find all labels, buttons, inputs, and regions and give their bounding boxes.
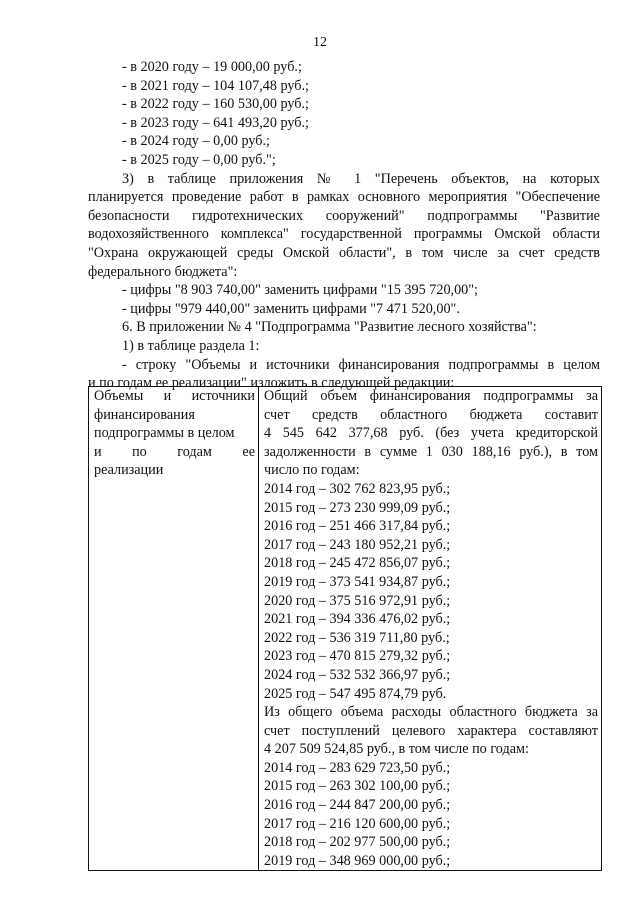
intro-line: - в 2023 году – 641 493,20 руб.; <box>122 114 309 131</box>
year-line: 2016 год – 244 847 200,00 руб.; <box>264 797 451 814</box>
year-line: 2016 год – 251 466 317,84 руб.; <box>264 518 451 535</box>
intro-line: - в 2022 году – 160 530,00 руб.; <box>122 96 309 113</box>
year-line: 2019 год – 348 969 000,00 руб.; <box>264 852 451 869</box>
row-instruction-line: - строку "Объемы и источники финансирования подпрограммы в целом <box>122 356 600 373</box>
table-cell-label <box>89 387 259 871</box>
year-line: 2015 год – 263 302 100,00 руб.; <box>264 778 451 795</box>
label-line: реализации <box>94 462 164 479</box>
intro-line: - в 2025 году – 0,00 руб."; <box>122 151 276 168</box>
intro-line: - в 2021 году – 104 107,48 руб.; <box>122 77 309 94</box>
year-line: 2015 год – 273 230 999,09 руб.; <box>264 499 451 516</box>
year-line: 2024 год – 532 532 366,97 руб.; <box>264 666 451 683</box>
label-line: финансирования <box>94 406 195 423</box>
table-cell-content <box>259 387 602 871</box>
page-number: 12 <box>313 35 327 50</box>
content-line: Из общего объема расходы областного бюджета за <box>264 704 598 721</box>
year-line: 2021 год – 394 336 476,02 руб.; <box>264 611 451 628</box>
replacement-line: - цифры "979 440,00" заменить цифрами "7 471 520,00". <box>122 300 460 317</box>
content-line: счет средств областного бюджета составит <box>264 406 598 423</box>
replacement-line: - цифры "8 903 740,00" заменить цифрами "15 395 720,00"; <box>122 282 479 299</box>
year-line: 2018 год – 202 977 500,00 руб.; <box>264 834 451 851</box>
paragraph-3-line: безопасности гидротехнических сооружений" подпрограммы "Развитие <box>88 207 600 224</box>
year-line: 2014 год – 283 629 723,50 руб.; <box>264 759 451 776</box>
year-line: 2017 год – 216 120 600,00 руб.; <box>264 815 451 832</box>
paragraph-3-line: планируется проведение работ в рамках основного мероприятия "Обеспечение <box>88 189 600 206</box>
content-line: Общий объем финансирования подпрограммы за <box>264 388 598 404</box>
year-line: 2022 год – 536 319 711,80 руб.; <box>264 629 450 646</box>
year-line: 2025 год – 547 495 874,79 руб. <box>264 685 447 702</box>
paragraph-3-line: федерального бюджета": <box>88 263 238 280</box>
content-line: счет поступлений целевого характера составляют <box>264 722 598 739</box>
intro-line: - в 2020 году – 19 000,00 руб.; <box>122 59 302 75</box>
paragraph-3-line: "Охрана окружающей среды Омской области", в том числе за счет средств <box>88 244 600 261</box>
year-line: 2017 год – 243 180 952,21 руб.; <box>264 536 451 553</box>
table-row <box>89 387 602 871</box>
intro-line: - в 2024 году – 0,00 руб.; <box>122 133 270 150</box>
label-line: Объемы и источники <box>94 388 255 404</box>
subparagraph-1: 1) в таблице раздела 1: <box>122 337 260 354</box>
paragraph-6: 6. В приложении № 4 "Подпрограмма "Развитие лесного хозяйства": <box>122 319 537 336</box>
paragraph-3-line: 3) в таблице приложения № 1 "Перечень объектов, на которых <box>122 170 600 187</box>
label-line: и по годам ее <box>94 443 255 460</box>
paragraph-3-line: водохозяйственного комплекса" государственной программы Омской области <box>88 226 600 243</box>
content-line: число по годам: <box>264 462 360 479</box>
label-line: подпрограммы в целом <box>94 425 235 442</box>
row-instruction-line: и по годам ее реализации" изложить в следующей редакции: <box>88 375 455 392</box>
year-line: 2014 год – 302 762 823,95 руб.; <box>264 480 451 497</box>
content-line: 4 545 642 377,68 руб. (без учета кредиторской <box>264 425 598 442</box>
content-line: 4 207 509 524,85 руб., в том числе по годам: <box>264 741 529 758</box>
year-line: 2019 год – 373 541 934,87 руб.; <box>264 573 451 590</box>
year-line: 2023 год – 470 815 279,32 руб.; <box>264 648 451 665</box>
financing-table <box>88 386 602 871</box>
year-line: 2020 год – 375 516 972,91 руб.; <box>264 592 451 609</box>
document-body <box>88 58 600 393</box>
year-line: 2018 год – 245 472 856,07 руб.; <box>264 555 451 572</box>
content-line: задолженности в сумме 1 030 188,16 руб.), в том <box>264 443 598 460</box>
